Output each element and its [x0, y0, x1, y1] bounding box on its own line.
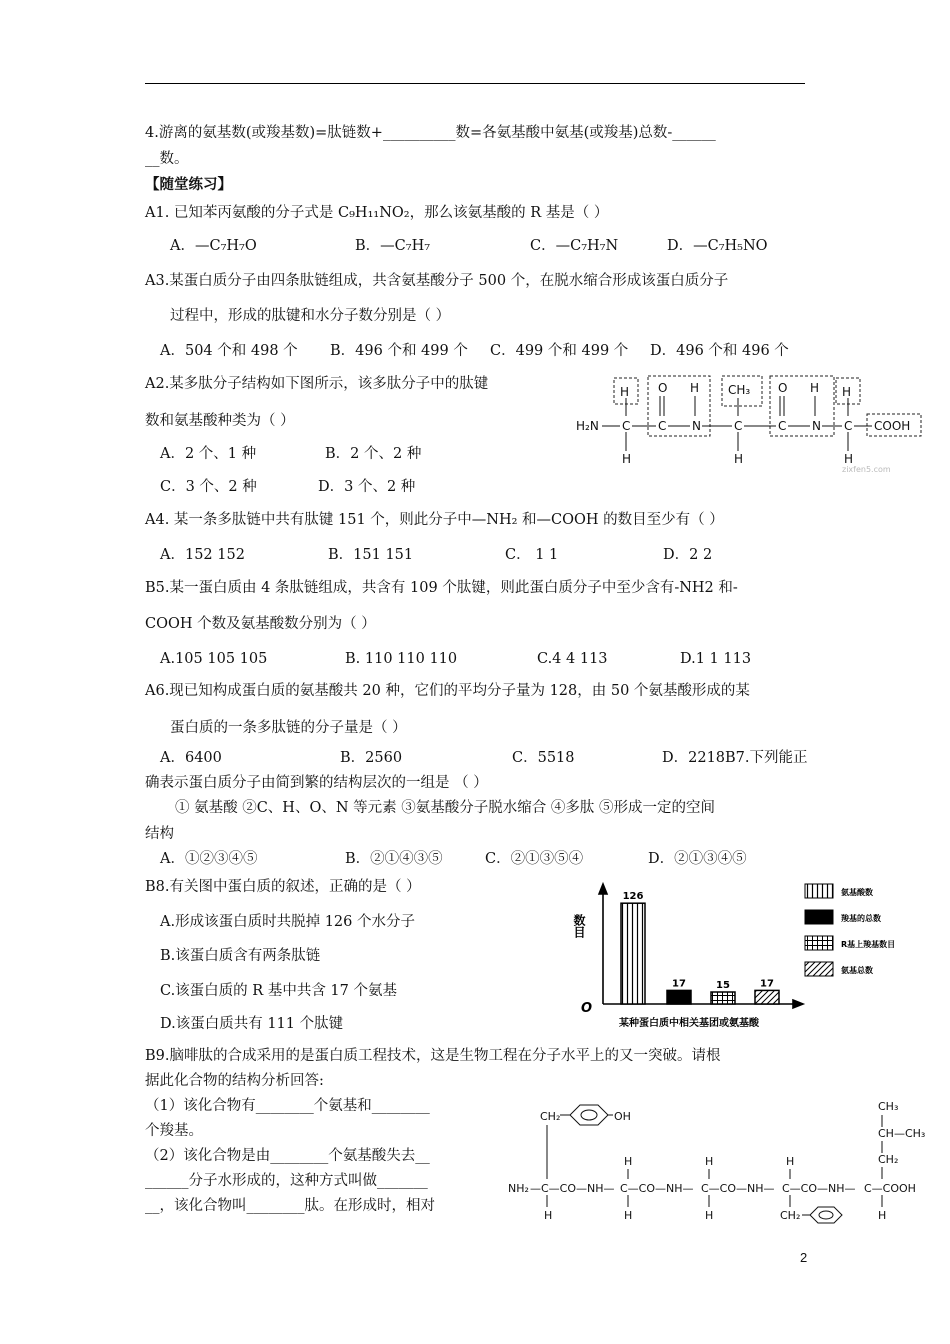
option: C．—C₇H₇N — [530, 238, 619, 254]
peptide-structure-figure — [570, 368, 930, 476]
text-line: ① 氨基酸 ②C、H、O、N 等元素 ③氨基酸分子脱水缩合 ④多肽 ⑤形成一定的空间 — [175, 800, 715, 816]
atom-label: CH₂ — [780, 1209, 801, 1222]
question-b9: B9.脑啡肽的合成采用的是蛋白质工程技术，这是生物工程在分子水平上的又一突破。请根 — [145, 1048, 721, 1064]
benzene-ring — [810, 1207, 842, 1223]
text-line: 个羧基。 — [145, 1123, 203, 1139]
atom-label: O — [778, 381, 788, 395]
atom-label: C — [778, 419, 787, 433]
option: B．151 151 — [328, 547, 414, 563]
option: D．②①③④⑤ — [648, 851, 747, 867]
atom-label: OH — [614, 1110, 631, 1123]
option: C．499 个和 499 个 — [490, 343, 629, 359]
question-a1: A1. 已知苯丙氨酸的分子式是 C₉H₁₁NO₂，那么该氨基酸的 R 基是（ ） — [145, 205, 609, 221]
page-number: 2 — [800, 1250, 808, 1265]
text-line: 数和氨基酸种类为（ ） — [145, 413, 295, 429]
bar-value-label: 15 — [716, 980, 730, 991]
option: D．3 个、2 种 — [318, 479, 416, 495]
atom-label: CH—CH₃ — [878, 1127, 926, 1140]
atom-label: H — [624, 1155, 633, 1168]
text-line: 4.游离的氨基数(或羧基数)=肽链数+__________数=各氨基酸中氨基(或羧基)总数-______ — [145, 125, 716, 141]
bar — [621, 903, 645, 1004]
chain-segment: C—CO—NH— — [701, 1182, 775, 1195]
bar — [667, 990, 691, 1004]
option: D．496 个和 496 个 — [650, 343, 789, 359]
bar-chart — [572, 878, 920, 1030]
chain-segment: C—COOH — [864, 1182, 916, 1195]
x-axis-label: 某种蛋白质中相关基团或氨基酸 — [619, 1018, 759, 1029]
text-line: COOH 个数及氨基酸数分别为（ ） — [145, 616, 376, 632]
legend-swatch — [805, 936, 833, 950]
legend-swatch — [805, 962, 833, 976]
option: B. 110 110 110 — [345, 651, 458, 667]
option: A．504 个和 498 个 — [160, 343, 298, 359]
atom-label: H — [705, 1209, 714, 1222]
x-axis-arrow — [793, 1000, 803, 1008]
atom-label: N — [692, 419, 701, 433]
chain-segment: C—CO—NH— — [620, 1182, 694, 1195]
option: B．2560 — [340, 750, 403, 766]
atom-label: NH₂ — [508, 1182, 529, 1195]
atom-label: H — [622, 452, 632, 466]
question-a6: A6.现已知构成蛋白质的氨基酸共 20 种，它们的平均分子量为 128，由 50 个氨基酸形成的某 — [145, 683, 750, 699]
option: A．6400 — [160, 750, 222, 766]
chain-segment: C—CO—NH— — [782, 1182, 856, 1195]
atom-label: H — [624, 1209, 633, 1222]
atom-label: H — [544, 1209, 553, 1222]
atom-label: H — [844, 452, 854, 466]
atom-label: H — [842, 385, 852, 399]
question-a2: A2.某多肽分子结构如下图所示，该多肽分子中的肽键 — [145, 376, 489, 392]
atom-label: H — [786, 1155, 795, 1168]
atom-label: H — [734, 452, 744, 466]
bar — [755, 990, 779, 1004]
atom-label: O — [658, 381, 668, 395]
text-line: 结构 — [145, 826, 174, 842]
text-line: （1）该化合物有________个氨基和________ — [145, 1098, 430, 1114]
atom-label: H — [705, 1155, 714, 1168]
question-a3: A3.某蛋白质分子由四条肽链组成，共含氨基酸分子 500 个，在脱水缩合形成该蛋白质分子 — [145, 273, 729, 289]
atom-label: H₂N — [576, 419, 599, 433]
option: A．2 个、1 种 — [160, 446, 257, 462]
atom-label: CH₃ — [728, 383, 751, 397]
text-line: 蛋白质的一条多肽链的分子量是（ ） — [170, 720, 407, 736]
option: D．2 2 — [663, 547, 713, 563]
chain-segment: —C—CO—NH— — [530, 1182, 615, 1195]
option: A．①②③④⑤ — [160, 851, 258, 867]
option: B．—C₇H₇ — [355, 238, 431, 254]
legend-label: R基上羧基数目 — [841, 940, 896, 949]
option: B．496 个和 499 个 — [330, 343, 468, 359]
header-rule — [145, 83, 805, 84]
section-heading: 【随堂练习】 — [145, 176, 232, 193]
atom-label: C — [734, 419, 743, 433]
option: C．②①③⑤④ — [485, 851, 584, 867]
atom-label: H — [878, 1209, 887, 1222]
question-a4: A4. 某一条多肽链中共有肽键 151 个，则此分子中—NH₂ 和—COOH 的数目至少有（ ） — [145, 512, 724, 528]
legend-swatch — [805, 884, 833, 898]
option: C.该蛋白质的 R 基中共含 17 个氨基 — [160, 983, 397, 999]
option: D．—C₇H₅NO — [667, 238, 768, 254]
legend-swatch — [805, 910, 833, 924]
atom-label: CH₂ — [878, 1153, 899, 1166]
bar-value-label: 126 — [622, 891, 644, 903]
text-line: __，该化合物叫________肽。在形成时，相对 — [145, 1198, 435, 1214]
atom-label: C — [622, 419, 631, 433]
legend-label: 羧基的总数 — [841, 914, 881, 923]
text-line: 过程中，形成的肽键和水分子数分别是（ ） — [170, 308, 451, 324]
question-b8: B8.有关图中蛋白质的叙述，正确的是（ ） — [145, 879, 421, 895]
option: C.4 4 113 — [537, 651, 608, 667]
atom-label: C — [844, 419, 853, 433]
atom-label: N — [812, 419, 821, 433]
option: A.形成该蛋白质时共脱掉 126 个水分子 — [160, 914, 415, 930]
legend-label: 氨基总数 — [841, 966, 873, 975]
option: C．3 个、2 种 — [160, 479, 257, 495]
option: A．—C₇H₇O — [170, 238, 257, 254]
bar-value-label: 17 — [760, 978, 774, 990]
question-b5: B5.某一蛋白质由 4 条肽链组成，共含有 109 个肽键，则此蛋白质分子中至少含有-NH2 和- — [145, 580, 738, 596]
option: A.105 105 105 — [160, 651, 268, 667]
text-line: 据此化合物的结构分析回答: — [145, 1073, 324, 1089]
question-b7: 确表示蛋白质分子由简到繁的结构层次的一组是 （ ） — [145, 775, 488, 791]
option: B.该蛋白质含有两条肽链 — [160, 948, 321, 964]
atom-label: C — [658, 419, 667, 433]
atom-label: H — [690, 381, 700, 395]
atom-label: H — [810, 381, 820, 395]
text-line: ______分子水形成的，这种方式叫做_______ — [145, 1173, 428, 1189]
enkephalin-structure-figure — [500, 1095, 940, 1230]
option: C．5518 — [512, 750, 575, 766]
origin-label: O — [581, 1001, 593, 1016]
y-axis-arrow — [599, 884, 607, 894]
atom-label: H — [620, 385, 630, 399]
text-line: __数。 — [145, 151, 189, 167]
atom-label: COOH — [874, 419, 911, 433]
option: D．2218B7.下列能正 — [662, 750, 808, 766]
option: B．2 个、2 种 — [325, 446, 422, 462]
option: B．②①④③⑤ — [345, 851, 443, 867]
option: C． 1 1 — [505, 547, 559, 563]
atom-label: CH₃ — [878, 1100, 899, 1113]
bar — [711, 992, 735, 1004]
benzene-ring — [570, 1105, 608, 1125]
option: D.该蛋白质共有 111 个肽键 — [160, 1016, 344, 1032]
legend-label: 氨基酸数 — [841, 888, 873, 897]
y-axis-label: 数目 — [572, 914, 586, 938]
text-line: （2）该化合物是由________个氨基酸失去__ — [145, 1148, 430, 1164]
watermark: zixfen5.com — [842, 465, 891, 474]
option: A．152 152 — [160, 547, 245, 563]
bar-value-label: 17 — [672, 978, 686, 990]
atom-label: CH₂ — [540, 1110, 561, 1123]
option: D.1 1 113 — [680, 651, 752, 667]
